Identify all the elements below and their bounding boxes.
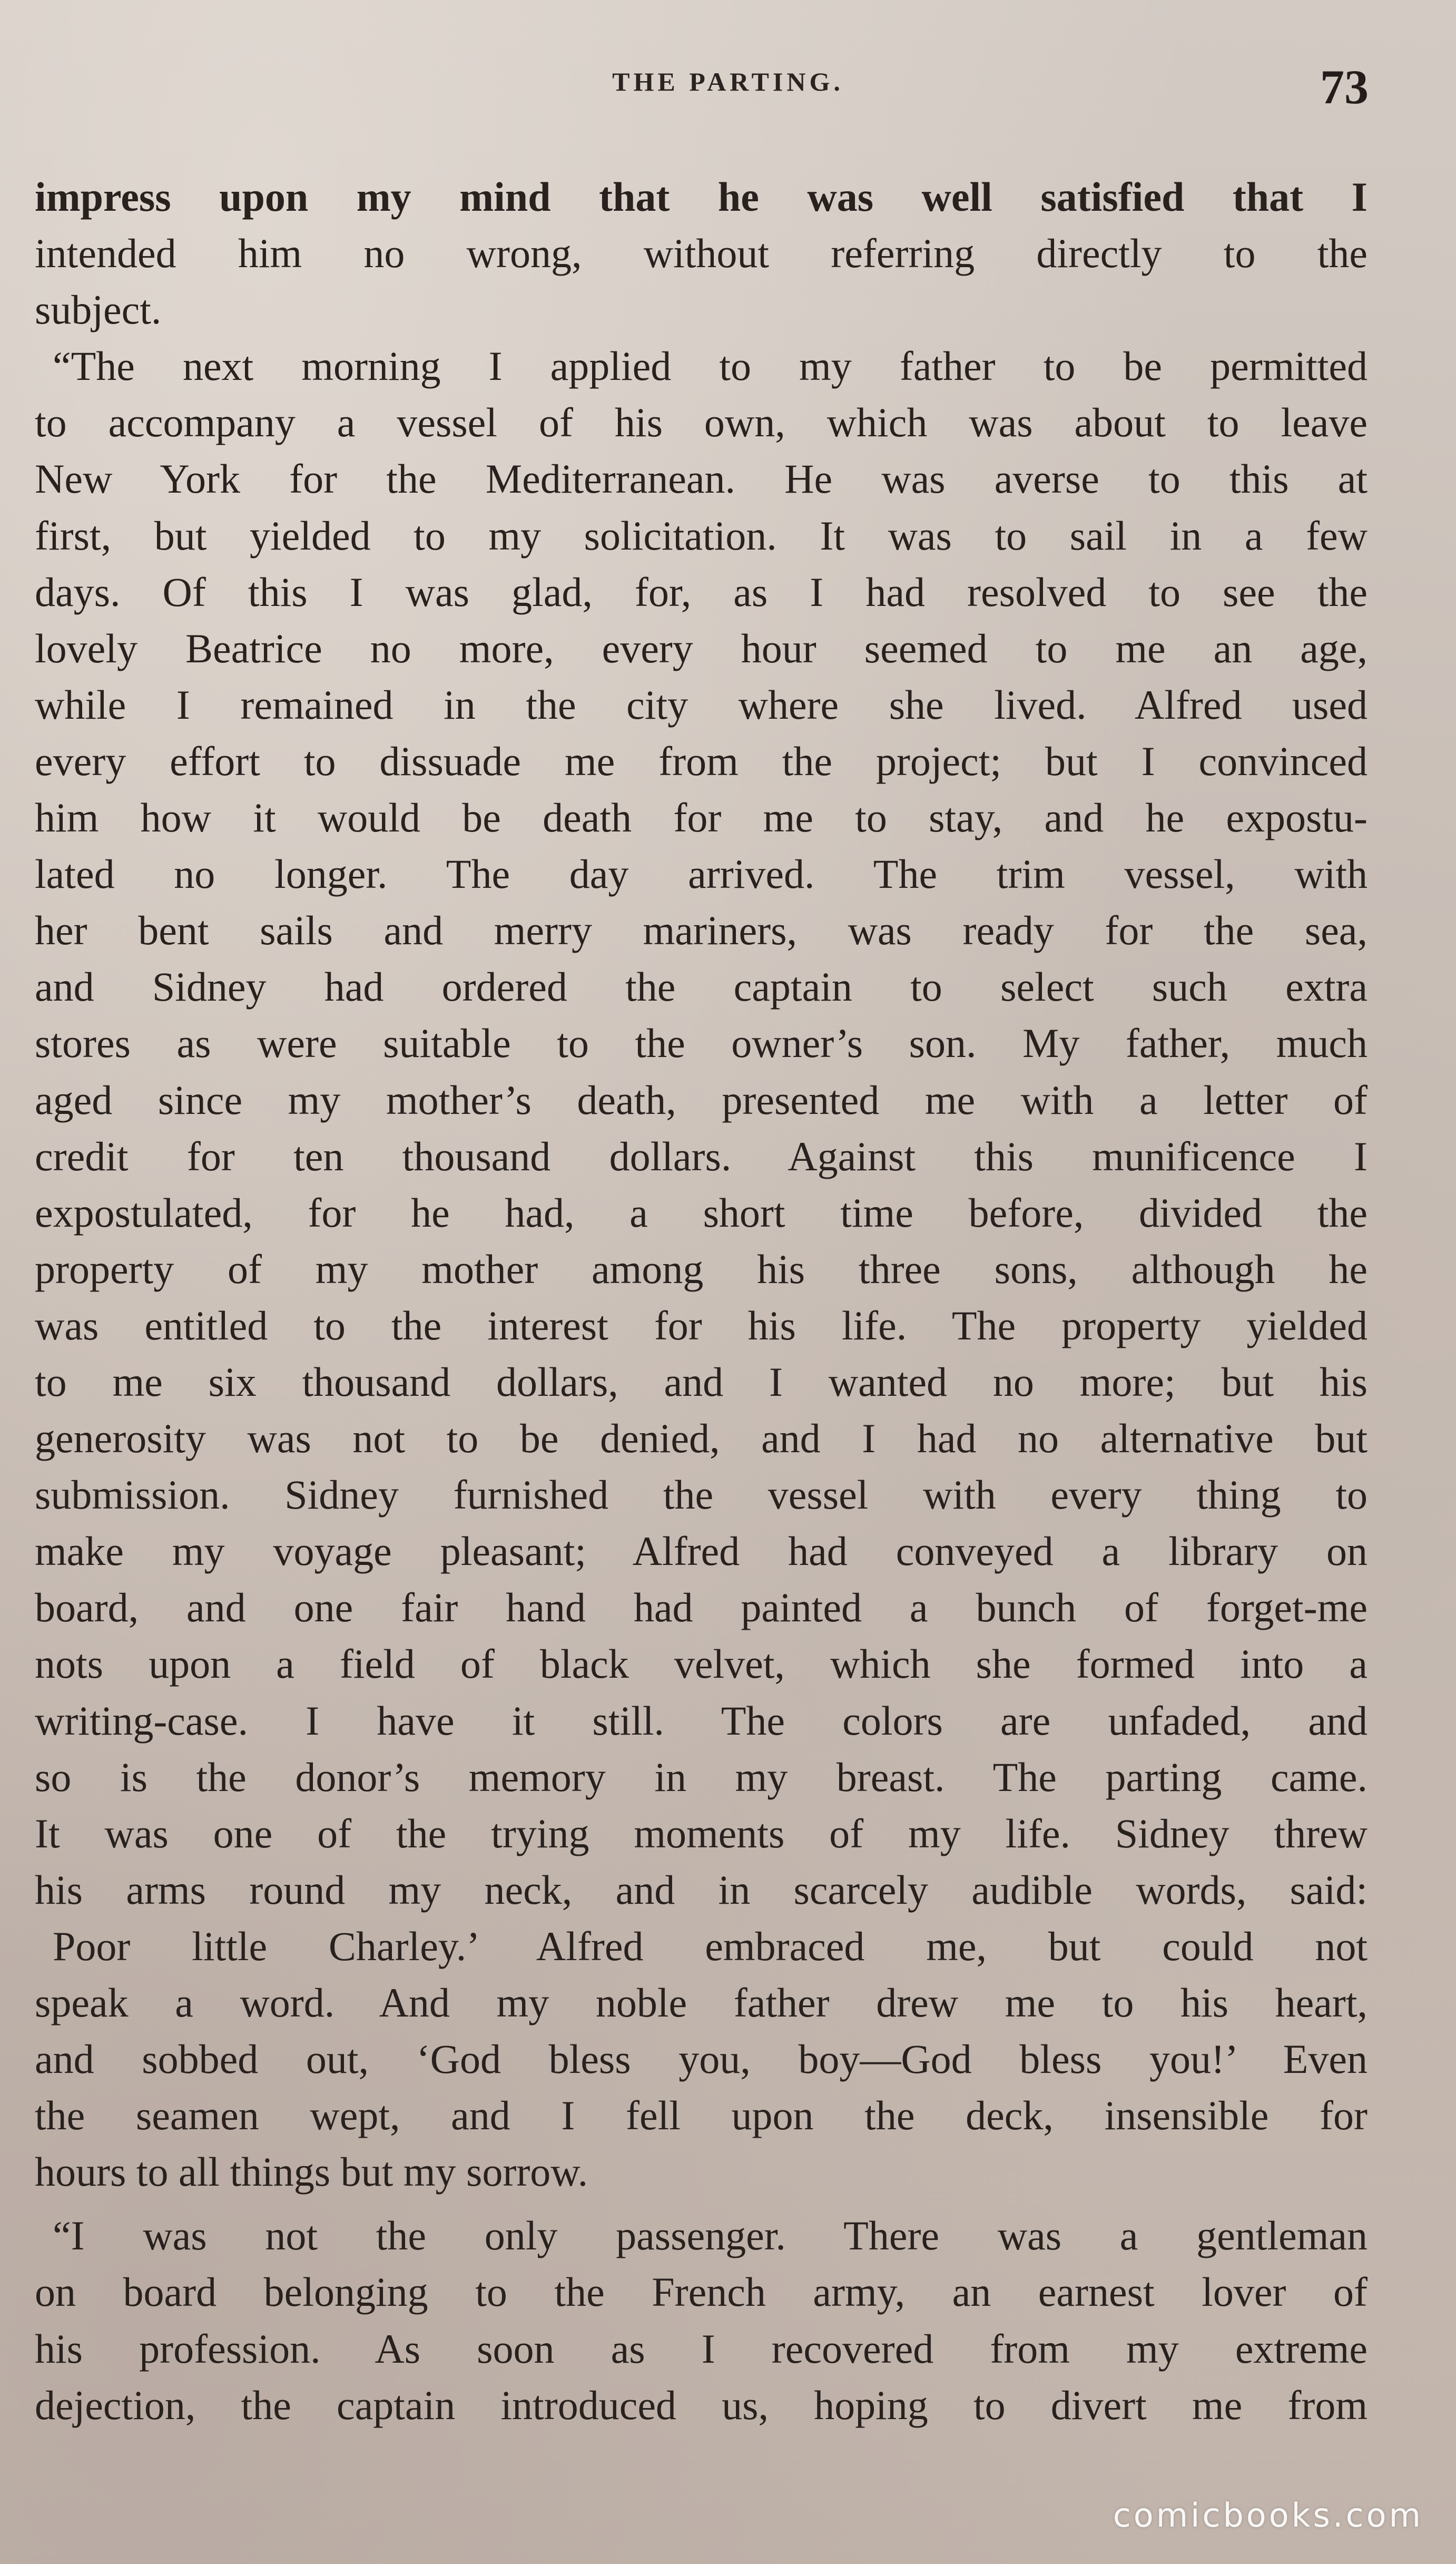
text-line: lovely Beatrice no more, every hour seemed to me an age, <box>35 625 1368 671</box>
text-line: his profession. As soon as I recovered from my extreme <box>35 2325 1368 2372</box>
text-line: submission. Sidney furnished the vessel with every thing to <box>35 1472 1368 1518</box>
text-line: aged since my mother’s death, presented me with a letter of <box>35 1077 1368 1123</box>
text-line: make my voyage pleasant; Alfred had conveyed a library on <box>35 1528 1368 1574</box>
running-head <box>0 62 1456 120</box>
text-line: him how it would be death for me to stay, and he expostu- <box>35 795 1368 841</box>
text-line: her bent sails and merry mariners, was ready for the sea, <box>35 907 1368 954</box>
text-line: every effort to dissuade me from the project; but I convinced <box>35 738 1368 784</box>
text-line: It was one of the trying moments of my life. Sidney threw <box>35 1810 1368 1856</box>
text-line: while I remained in the city where she lived. Alfred used <box>35 681 1368 728</box>
text-line: property of my mother among his three sons, although he <box>35 1246 1368 1292</box>
text-line: first, but yielded to my solicitation. It was to sail in a few <box>35 512 1368 559</box>
body-text <box>35 169 1368 2433</box>
text-line: intended him no wrong, without referring directly to the <box>35 230 1368 277</box>
text-line: Poor little Charley.’ Alfred embraced me, but could not <box>53 1923 1368 1969</box>
text-line: writing-case. I have it still. The colors are unfaded, and <box>35 1697 1368 1744</box>
text-line: lated no longer. The day arrived. The trim vessel, with <box>35 851 1368 897</box>
text-line: generosity was not to be denied, and I had no alternative but <box>35 1415 1368 1462</box>
text-line: and Sidney had ordered the captain to select such extra <box>35 964 1368 1010</box>
text-line: his arms round my neck, and in scarcely audible words, said: <box>35 1866 1368 1913</box>
page-number: 73 <box>1320 60 1369 114</box>
text-line: New York for the Mediterranean. He was averse to this at <box>35 456 1368 502</box>
watermark: comicbooks.com <box>1113 2496 1423 2534</box>
text-line: the seamen wept, and I fell upon the deck, insensible for <box>35 2092 1368 2139</box>
text-line: “The next morning I applied to my father to be permitted <box>53 343 1368 389</box>
text-line: expostulated, for he had, a short time before, divided the <box>35 1189 1368 1236</box>
text-line: was entitled to the interest for his life. The property yielded <box>35 1302 1368 1348</box>
text-line: to me six thousand dollars, and I wanted no more; but his <box>35 1358 1368 1405</box>
text-line: “I was not the only passenger. There was a gentleman <box>53 2213 1368 2259</box>
text-line: stores as were suitable to the owner’s son. My father, much <box>35 1020 1368 1066</box>
text-line: credit for ten thousand dollars. Against this munificence I <box>35 1133 1368 1179</box>
text-line: impress upon my mind that he was well satisfied that I <box>35 174 1368 220</box>
text-line: hours to all things but my sorrow. <box>35 2149 588 2195</box>
text-line: to accompany a vessel of his own, which was about to leave <box>35 399 1368 446</box>
text-line: board, and one fair hand had painted a bunch of forget-me <box>35 1584 1368 1631</box>
text-line: and sobbed out, ‘God bless you, boy—God bless you!’ Even <box>35 2036 1368 2082</box>
text-line: dejection, the captain introduced us, hoping to divert me from <box>35 2382 1368 2428</box>
text-line: subject. <box>35 287 162 333</box>
running-title: THE PARTING. <box>612 67 844 96</box>
text-line: on board belonging to the French army, an earnest lover of <box>35 2269 1368 2315</box>
text-line: speak a word. And my noble father drew me to his heart, <box>35 1980 1368 2025</box>
text-line: days. Of this I was glad, for, as I had resolved to see the <box>35 569 1368 615</box>
text-line: so is the donor’s memory in my breast. The parting came. <box>35 1754 1368 1800</box>
text-line: nots upon a field of black velvet, which she formed into a <box>35 1641 1368 1687</box>
